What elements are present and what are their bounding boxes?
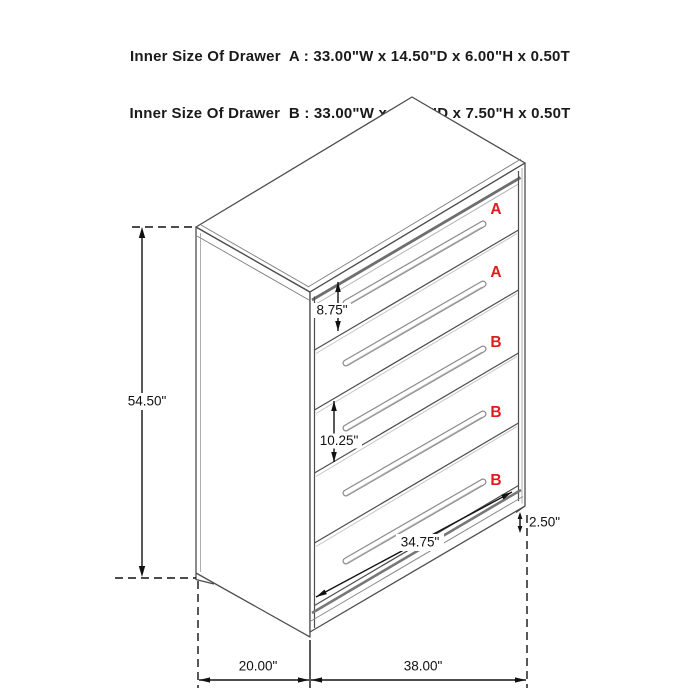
- drawer-label: A: [490, 201, 502, 219]
- dim-text-depth: 20.00": [238, 658, 278, 674]
- arrowhead-down: [518, 526, 523, 533]
- dim-overall-height: [115, 227, 196, 578]
- dim-text-drawer-b-height: 10.25": [319, 433, 359, 449]
- drawer-label: B: [490, 472, 502, 490]
- cabinet-drawing: [196, 97, 525, 637]
- arrowhead-left: [199, 677, 210, 682]
- dim-base-height: [518, 512, 561, 533]
- arrowhead-up: [139, 227, 145, 238]
- arrowhead-left: [311, 677, 322, 682]
- side-panel: [196, 227, 310, 637]
- arrowhead-right: [298, 677, 309, 682]
- dim-text-overall-height: 54.50": [127, 393, 167, 409]
- cabinet-side-face: [196, 227, 310, 637]
- arrowhead-right: [515, 677, 526, 682]
- arrowhead-up: [518, 512, 523, 519]
- dim-text-base-height: 2.50": [529, 514, 561, 530]
- dim-text-width: 38.00": [403, 658, 443, 674]
- title-line-drawer-a: Inner Size Of Drawer A : 33.00"W x 14.50"D x 6.00"H x 0.50T: [130, 48, 570, 65]
- arrowhead-down: [139, 566, 145, 577]
- title-line-drawer-b: Inner Size Of Drawer B : 33.00"W x 14.50"D x 7.50"H x 0.50T: [129, 105, 571, 122]
- drawer-label: B: [490, 334, 502, 352]
- dim-text-drawer-a-height: 8.75": [316, 302, 348, 318]
- dim-width: [311, 659, 526, 683]
- drawer-label: A: [490, 264, 502, 282]
- dim-text-drawer-face-width: 34.75": [400, 534, 440, 550]
- drawer-label: B: [490, 404, 502, 422]
- dim-depth: [199, 659, 309, 683]
